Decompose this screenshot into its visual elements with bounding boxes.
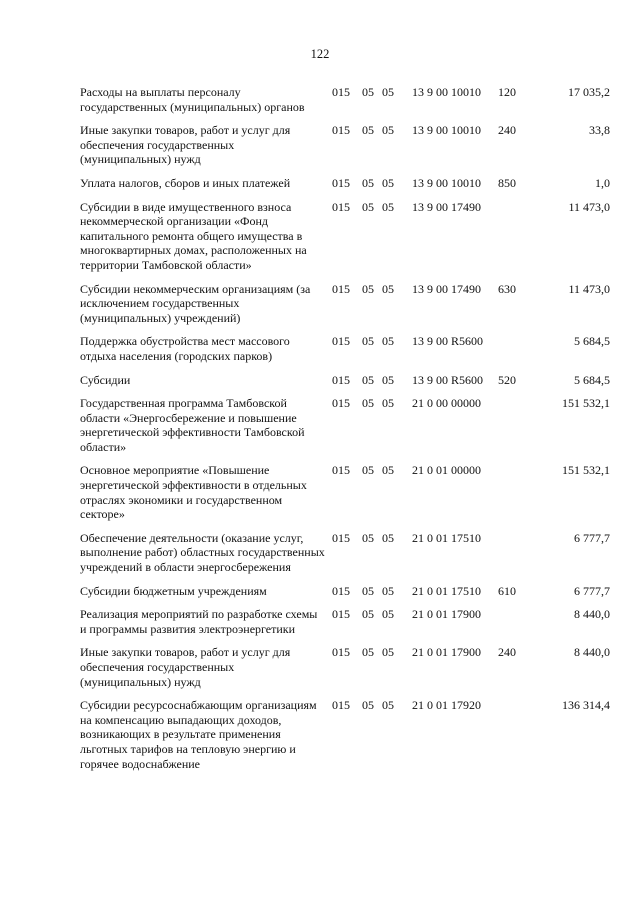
subsection-code: 05 xyxy=(382,583,394,598)
row-name: Субсидии в виде имущественного взноса некоммерческой организации «Фонд капитального ремонта общего имущества в многоквартирных домах, расположенных на территории Тамбовской области» xyxy=(80,199,307,272)
amount: 17 035,2 xyxy=(568,85,610,99)
subsection-code: 05 xyxy=(382,85,394,99)
expense-type-code: 240 xyxy=(498,645,516,660)
table-row xyxy=(80,396,610,454)
amount: 8 440,0 xyxy=(574,645,610,660)
amount: 5 684,5 xyxy=(574,334,610,349)
expense-type-code: 610 xyxy=(498,583,516,598)
subsection-code: 05 xyxy=(382,645,394,660)
row-name: Основное мероприятие «Повышение энергетической эффективности в отдельных отраслях экономики и государственном секторе» xyxy=(80,463,307,522)
amount: 6 777,7 xyxy=(574,530,610,545)
ministry-code: 015 xyxy=(332,199,350,214)
section-code: 05 xyxy=(362,334,374,349)
amount: 11 473,0 xyxy=(568,281,610,296)
budget-table xyxy=(80,85,610,780)
section-code: 05 xyxy=(362,607,374,622)
amount: 5 684,5 xyxy=(574,372,610,387)
table-row xyxy=(80,85,610,114)
section-code: 05 xyxy=(362,583,374,598)
row-name: Иные закупки товаров, работ и услуг для обеспечения государственных (муниципальных) нужд xyxy=(80,645,291,689)
section-code: 05 xyxy=(362,85,374,99)
table-row xyxy=(80,531,610,575)
subsection-code: 05 xyxy=(382,372,394,387)
ministry-code: 015 xyxy=(332,698,350,713)
table-row xyxy=(80,645,610,689)
amount: 6 777,7 xyxy=(574,583,610,598)
expense-type-code: 240 xyxy=(498,123,516,138)
table-row xyxy=(80,698,610,771)
expense-type-code: 520 xyxy=(498,372,516,387)
target-item-code: 21 0 01 17510 xyxy=(412,583,481,598)
target-item-code: 13 9 00 17490 xyxy=(412,199,481,214)
ministry-code: 015 xyxy=(332,85,350,99)
section-code: 05 xyxy=(362,175,374,190)
ministry-code: 015 xyxy=(332,530,350,545)
amount: 1,0 xyxy=(595,175,610,190)
subsection-code: 05 xyxy=(382,698,394,713)
ministry-code: 015 xyxy=(332,645,350,660)
table-row xyxy=(80,176,610,191)
ministry-code: 015 xyxy=(332,463,350,478)
row-name: Поддержка обустройства мест массового отдыха населения (городских парков) xyxy=(80,334,290,363)
row-name: Государственная программа Тамбовской области «Энергосбережение и повышение энергетической эффективности Тамбовской области» xyxy=(80,396,305,454)
ministry-code: 015 xyxy=(332,396,350,411)
page-number: 122 xyxy=(310,47,330,61)
row-name: Субсидии бюджетным учреждениям xyxy=(80,583,267,598)
row-name: Субсидии ресурсоснабжающим организациям на компенсацию выпадающих доходов, возникающих в результате применения льготных тарифов на тепловую энергию и горячее водоснабжение xyxy=(80,698,317,771)
subsection-code: 05 xyxy=(382,175,394,190)
section-code: 05 xyxy=(362,199,374,214)
target-item-code: 13 9 00 R5600 xyxy=(412,372,484,387)
row-name: Субсидии некоммерческим организациям (за исключением государственных (муниципальных) учреждений) xyxy=(80,281,311,325)
row-name: Уплата налогов, сборов и иных платежей xyxy=(80,175,291,190)
ministry-code: 015 xyxy=(332,607,350,622)
target-item-code: 13 9 00 17490 xyxy=(412,281,481,296)
section-code: 05 xyxy=(362,698,374,713)
table-row xyxy=(80,463,610,521)
amount: 136 314,4 xyxy=(562,698,610,713)
subsection-code: 05 xyxy=(382,281,394,296)
table-row xyxy=(80,334,610,363)
target-item-code: 13 9 00 R5600 xyxy=(412,334,484,349)
subsection-code: 05 xyxy=(382,396,394,411)
row-name: Реализация мероприятий по разработке схемы и программы развития электроэнергетики xyxy=(80,607,318,636)
row-name: Расходы на выплаты персоналу государственных (муниципальных) органов xyxy=(80,85,305,114)
table-row xyxy=(80,607,610,636)
section-code: 05 xyxy=(362,530,374,545)
expense-type-code: 630 xyxy=(498,281,516,296)
amount: 11 473,0 xyxy=(568,199,610,214)
target-item-code: 21 0 01 00000 xyxy=(412,463,481,478)
amount: 8 440,0 xyxy=(574,607,610,622)
subsection-code: 05 xyxy=(382,530,394,545)
subsection-code: 05 xyxy=(382,607,394,622)
section-code: 05 xyxy=(362,645,374,660)
expense-type-code: 850 xyxy=(498,175,516,190)
ministry-code: 015 xyxy=(332,175,350,190)
ministry-code: 015 xyxy=(332,123,350,138)
section-code: 05 xyxy=(362,463,374,478)
ministry-code: 015 xyxy=(332,334,350,349)
subsection-code: 05 xyxy=(382,334,394,349)
ministry-code: 015 xyxy=(332,583,350,598)
amount: 151 532,1 xyxy=(562,396,610,411)
table-row xyxy=(80,123,610,167)
row-name: Иные закупки товаров, работ и услуг для обеспечения государственных (муниципальных) нужд xyxy=(80,123,291,167)
target-item-code: 13 9 00 10010 xyxy=(412,175,481,190)
subsection-code: 05 xyxy=(382,463,394,478)
row-name: Обеспечение деятельности (оказание услуг, выполнение работ) областных государственных учреждений в области энергосбережения xyxy=(80,530,325,575)
target-item-code: 21 0 01 17900 xyxy=(412,645,481,660)
section-code: 05 xyxy=(362,281,374,296)
table-row xyxy=(80,584,610,599)
ministry-code: 015 xyxy=(332,281,350,296)
table-row xyxy=(80,373,610,388)
row-name: Субсидии xyxy=(80,372,131,387)
amount: 151 532,1 xyxy=(562,463,610,478)
table-row xyxy=(80,282,610,326)
amount: 33,8 xyxy=(589,123,610,138)
target-item-code: 13 9 00 10010 xyxy=(412,85,481,99)
table-row xyxy=(80,200,610,273)
section-code: 05 xyxy=(362,123,374,138)
section-code: 05 xyxy=(362,372,374,387)
target-item-code: 21 0 01 17900 xyxy=(412,607,481,622)
ministry-code: 015 xyxy=(332,372,350,387)
target-item-code: 13 9 00 10010 xyxy=(412,123,481,138)
target-item-code: 21 0 01 17510 xyxy=(412,530,481,545)
target-item-code: 21 0 01 17920 xyxy=(412,698,481,713)
expense-type-code: 120 xyxy=(498,85,516,99)
subsection-code: 05 xyxy=(382,199,394,214)
subsection-code: 05 xyxy=(382,123,394,138)
section-code: 05 xyxy=(362,396,374,411)
target-item-code: 21 0 00 00000 xyxy=(412,396,481,411)
